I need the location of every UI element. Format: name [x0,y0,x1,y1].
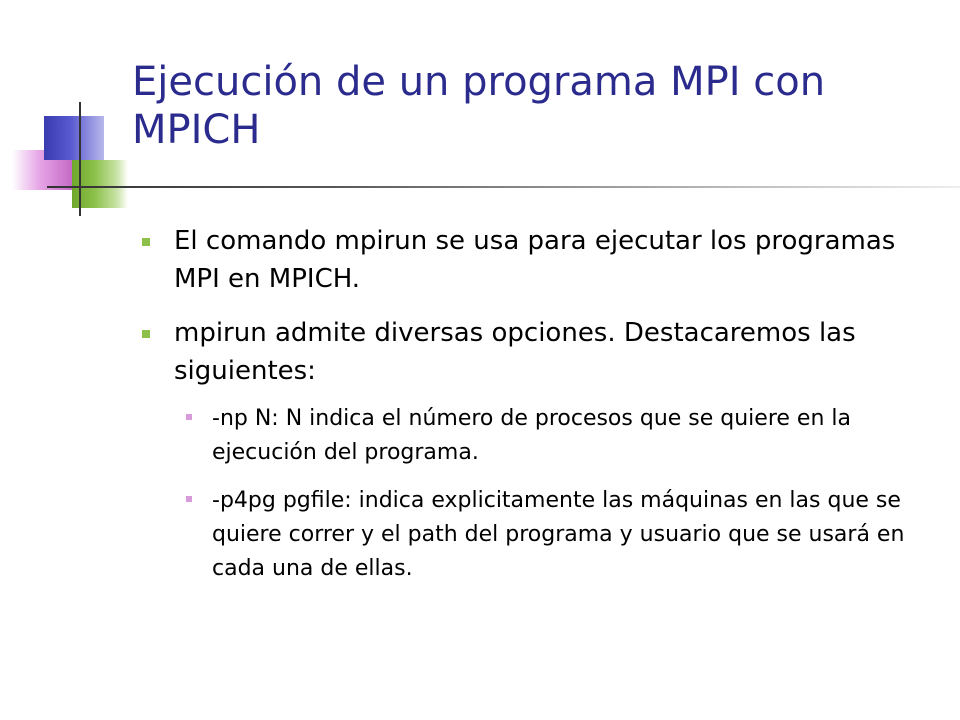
sub-bullet-item [186,402,930,470]
sub-bullet-item [186,484,930,586]
decorative-blue-square [44,116,104,160]
bullet-text: mpirun admite diversas opciones. Destacaremos las siguientes: [174,318,856,386]
slide-title: Ejecución de un programa MPI con MPICH [132,59,826,153]
decorative-vertical-line [79,102,81,216]
bullet-list [140,222,930,600]
pink-square-bullet-icon [186,414,192,420]
bullet-item [140,222,930,298]
sub-bullet-text: -np N: N indica el número de procesos que se quiere en la ejecución del programa. [212,406,851,465]
green-square-bullet-icon [142,330,150,338]
bullet-text: El comando mpirun se usa para ejecutar los programas MPI en MPICH. [174,226,896,294]
title-underline [47,186,960,188]
pink-square-bullet-icon [186,496,192,502]
sub-bullet-list [186,402,930,586]
green-square-bullet-icon [142,238,150,246]
sub-bullet-text: -p4pg pgfile: indica explicitamente las máquinas en las que se quiere correr y el path del programa y usuario que se usará en cada una de ellas. [212,488,905,581]
bullet-item [140,314,930,390]
